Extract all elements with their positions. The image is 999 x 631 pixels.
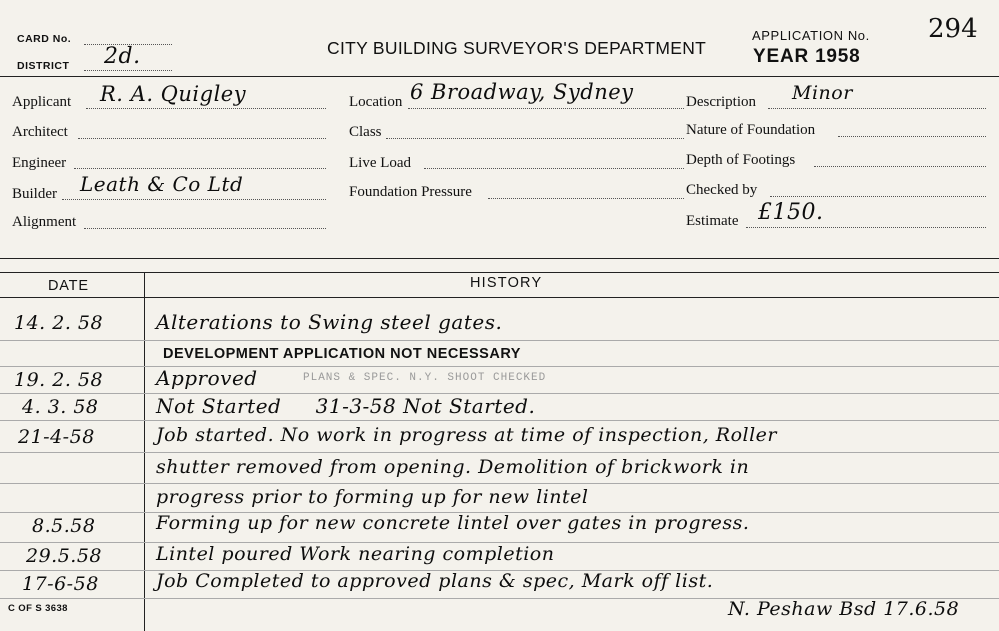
- class-line: [386, 138, 684, 139]
- signature: N. Peshaw Bsd 17.6.58: [728, 598, 960, 620]
- applicant-value: R. A. Quigley: [100, 82, 247, 106]
- engineer-line: [74, 168, 326, 169]
- row-history: Alterations to Swing steel gates.: [156, 310, 503, 334]
- header-rule: [0, 76, 999, 77]
- applicant-label: Applicant: [12, 94, 72, 110]
- builder-line: [62, 199, 326, 200]
- architect-line: [78, 138, 326, 139]
- row-line: [0, 366, 999, 367]
- row-history: Forming up for new concrete lintel over gates in progress.: [156, 512, 750, 534]
- row-history: Job Completed to approved plans & spec, Mark off list.: [156, 570, 714, 592]
- section-rule-1: [0, 258, 999, 259]
- row-line: [0, 483, 999, 484]
- builder-label: Builder: [12, 186, 57, 202]
- year-label: YEAR 1958: [753, 46, 861, 67]
- engineer-label: Engineer: [12, 155, 67, 171]
- applicant-line: [86, 108, 326, 109]
- nature-foundation-label: Nature of Foundation: [686, 122, 816, 138]
- class-label: Class: [349, 124, 382, 140]
- location-line: [408, 108, 684, 109]
- row-line: [0, 452, 999, 453]
- row-line: [0, 420, 999, 421]
- alignment-line: [84, 228, 326, 229]
- row-line: [0, 340, 999, 341]
- application-no-value: 294: [928, 14, 978, 44]
- row-date: 21-4-58: [18, 426, 95, 448]
- description-value: Minor: [792, 82, 853, 104]
- faded-stamp: PLANS & SPEC. N.Y. SHOOT CHECKED: [303, 372, 547, 384]
- card-no-label: CARD No.: [17, 33, 72, 45]
- description-label: Description: [686, 94, 756, 110]
- row-history: shutter removed from opening. Demolition of brickwork in: [156, 456, 750, 478]
- location-value: 6 Broadway, Sydney: [410, 80, 634, 104]
- row-history: Not Started 31-3-58 Not Started.: [156, 394, 536, 418]
- row-history: progress prior to forming up for new lintel: [156, 486, 589, 508]
- depth-footings-line: [814, 166, 986, 167]
- district-label: DISTRICT: [17, 60, 70, 72]
- department-title: CITY BUILDING SURVEYOR'S DEPARTMENT: [327, 38, 707, 58]
- depth-footings-label: Depth of Footings: [686, 152, 796, 168]
- live-load-line: [424, 168, 684, 169]
- row-date: 14. 2. 58: [14, 312, 104, 334]
- application-no-label: APPLICATION No.: [752, 28, 870, 43]
- district-value: 2d.: [104, 44, 141, 69]
- nature-foundation-line: [838, 136, 986, 137]
- row-date: 19. 2. 58: [14, 369, 104, 391]
- history-header: HISTORY: [470, 275, 543, 291]
- foundation-pressure-label: Foundation Pressure: [349, 184, 472, 200]
- row-history: Approved: [156, 366, 258, 390]
- live-load-label: Live Load: [349, 155, 412, 171]
- table-header-rule: [0, 297, 999, 298]
- development-stamp: DEVELOPMENT APPLICATION NOT NECESSARY: [163, 346, 521, 362]
- architect-label: Architect: [12, 124, 68, 140]
- row-date: 8.5.58: [32, 515, 96, 537]
- builder-value: Leath & Co Ltd: [80, 172, 244, 196]
- estimate-line: [746, 227, 986, 228]
- section-rule-2: [0, 272, 999, 273]
- checked-by-line: [770, 196, 986, 197]
- row-history: Lintel poured Work nearing completion: [156, 543, 555, 565]
- foundation-pressure-line: [488, 198, 684, 199]
- row-date: 17-6-58: [22, 573, 99, 595]
- alignment-label: Alignment: [12, 214, 77, 230]
- row-date: 4. 3. 58: [22, 396, 99, 418]
- date-header: DATE: [48, 278, 89, 294]
- form-code: C OF S 3638: [8, 603, 68, 614]
- location-label: Location: [349, 94, 403, 110]
- district-line: [84, 70, 172, 71]
- estimate-value: £150.: [758, 200, 824, 225]
- estimate-label: Estimate: [686, 213, 739, 229]
- row-date: 29.5.58: [26, 545, 103, 567]
- checked-by-label: Checked by: [686, 182, 758, 198]
- description-line: [768, 108, 986, 109]
- row-history: Job started. No work in progress at time of inspection, Roller: [156, 424, 778, 446]
